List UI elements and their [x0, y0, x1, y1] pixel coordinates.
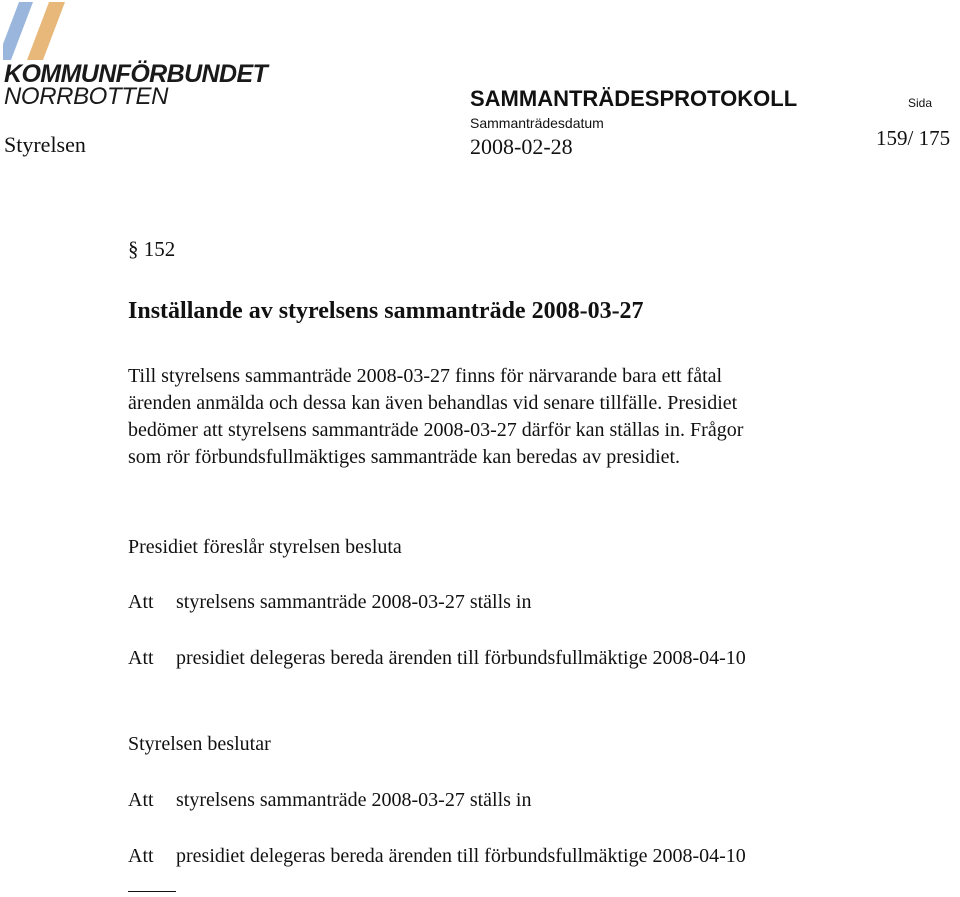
paragraph-line: Till styrelsens sammanträde 2008-03-27 finns för närvarande bara ett fåtal [128, 365, 723, 387]
paragraph-line: bedömer att styrelsens sammanträde 2008-03-27 därför kan ställas in. Frågor [128, 419, 744, 441]
section-heading: Inställande av styrelsens sammanträde 2008-03-27 [128, 298, 644, 324]
logo-blue-stripe [3, 2, 33, 60]
section-paragraph [128, 363, 908, 471]
decision-item-prefix: Att [128, 789, 154, 811]
decision-item [128, 787, 532, 813]
paragraph-line: ärenden anmälda och dessa kan även behandlas vid senare tillfälle. Presidiet [128, 392, 738, 414]
decision-item-text: presidiet delegeras bereda ärenden till förbundsfullmäktige 2008-04-10 [176, 845, 746, 867]
decision-item-prefix: Att [128, 845, 154, 867]
decision-item-text: styrelsens sammanträde 2008-03-27 ställs in [176, 789, 532, 811]
meeting-date: 2008-02-28 [470, 134, 573, 159]
proposal-item [128, 645, 746, 671]
logo-text-line1: KOMMUNFÖRBUNDET [4, 60, 268, 88]
document-title: SAMMANTRÄDESPROTOKOLL [470, 86, 798, 111]
meeting-date-label: Sammanträdesdatum [470, 115, 604, 131]
proposal-item-prefix: Att [128, 647, 154, 669]
proposal-item-text: styrelsens sammanträde 2008-03-27 ställs in [176, 591, 532, 613]
decision-item [128, 843, 746, 869]
decision-intro: Styrelsen beslutar [128, 733, 271, 755]
page-number: 159/ 175 [876, 126, 951, 150]
logo-orange-stripe [27, 2, 65, 60]
page-label: Sida [908, 96, 933, 110]
proposal-intro: Presidiet föreslår styrelsen besluta [128, 536, 402, 558]
proposal-item-text: presidiet delegeras bereda ärenden till förbundsfullmäktige 2008-04-10 [176, 647, 746, 669]
section-number: § 152 [128, 237, 176, 261]
paragraph-line: som rör förbundsfullmäktiges sammanträde kan beredas av presidiet. [128, 446, 681, 468]
proposal-item [128, 589, 532, 615]
proposal-item-prefix: Att [128, 591, 154, 613]
end-rule [128, 891, 176, 892]
logo-text-line2: NORRBOTTEN [4, 83, 169, 110]
logo-stripes-icon [3, 2, 69, 60]
board-name: Styrelsen [4, 132, 86, 157]
